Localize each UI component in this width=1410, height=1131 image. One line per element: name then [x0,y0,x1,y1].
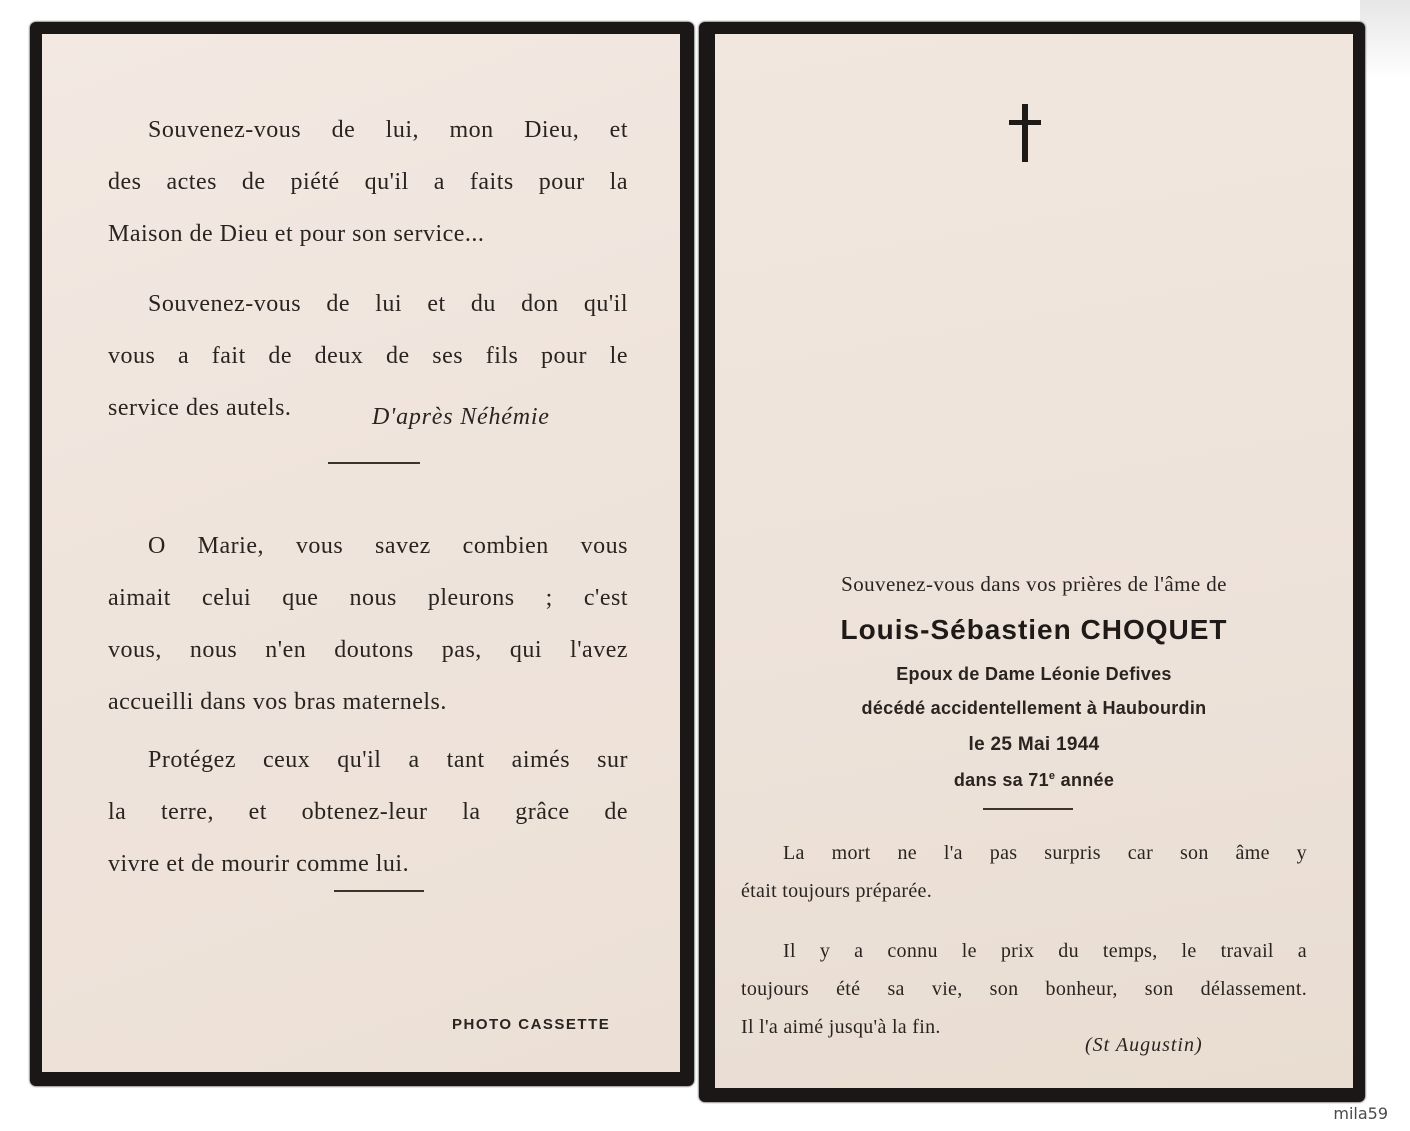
date-line: le 25 Mai 1944 [968,734,1100,755]
citation-augustin: (St Augustin) [1085,1034,1203,1056]
watermark: mila59 [1333,1104,1388,1123]
divider-rule [983,808,1073,810]
text-line: Souvenez-vous de lui et du don qu'il [148,291,628,317]
text-line: service des autels. [108,395,292,421]
prayer-paragraph-4 [108,734,628,890]
text-line: Souvenez-vous de lui, mon Dieu, et [148,117,628,143]
text-line: Protégez ceux qu'il a tant aimés sur [148,747,628,773]
attribution-nehemie: D'après Néhémie [372,404,550,430]
text-line: vivre et de mourir comme lui. [108,851,410,877]
text-line: la terre, et obtenez-leur la grâce de [108,799,628,825]
quote-paragraph-1 [741,834,1307,910]
text-line: toujours été sa vie, son bonheur, son délassement. [741,978,1307,1000]
photo-credit: PHOTO CASSETTE [452,1016,611,1033]
portrait-photo [903,162,1153,492]
age-prefix: dans sa 71 [953,770,1049,790]
text-line: accueilli dans vos bras maternels. [108,689,447,715]
left-card-page [42,34,680,1072]
intro-line: Souvenez-vous dans vos prières de l'âme de [841,572,1227,596]
text-line: vous a fait de deux de ses fils pour le [108,343,628,369]
left-card-black-border [30,22,694,1086]
prayer-paragraph-1 [108,104,628,260]
text-line: Il y a connu le prix du temps, le travail a [783,940,1307,962]
prayer-paragraph-2 [108,278,628,434]
text-line: des actes de piété qu'il a faits pour la [108,169,628,195]
text-line: Maison de Dieu et pour son service... [108,221,485,247]
quote-paragraph-2 [741,932,1307,1046]
age-line [715,770,1353,791]
divider-rule [328,462,420,464]
death-line: décédé accidentellement à Haubourdin [861,698,1207,718]
text-line: La mort ne l'a pas surpris car son âme y [783,842,1307,864]
text-line: O Marie, vous savez combien vous [148,533,628,559]
right-card-page [715,34,1353,1088]
age-superscript: e [1048,770,1056,782]
scan-background-edge [1360,0,1410,80]
prayer-paragraph-3 [108,520,628,728]
divider-rule [334,890,424,892]
spouse-line: Epoux de Dame Léonie Defives [896,664,1172,684]
age-suffix: année [1055,770,1115,790]
right-card-black-border [699,22,1365,1102]
text-line: aimait celui que nous pleurons ; c'est [108,585,628,611]
text-line: Il l'a aimé jusqu'à la fin. [741,1016,941,1038]
text-line: était toujours préparée. [741,880,933,902]
deceased-name: Louis-Sébastien CHOQUET [840,614,1228,645]
text-line: vous, nous n'en doutons pas, qui l'avez [108,637,628,663]
cross-icon [1005,104,1045,162]
